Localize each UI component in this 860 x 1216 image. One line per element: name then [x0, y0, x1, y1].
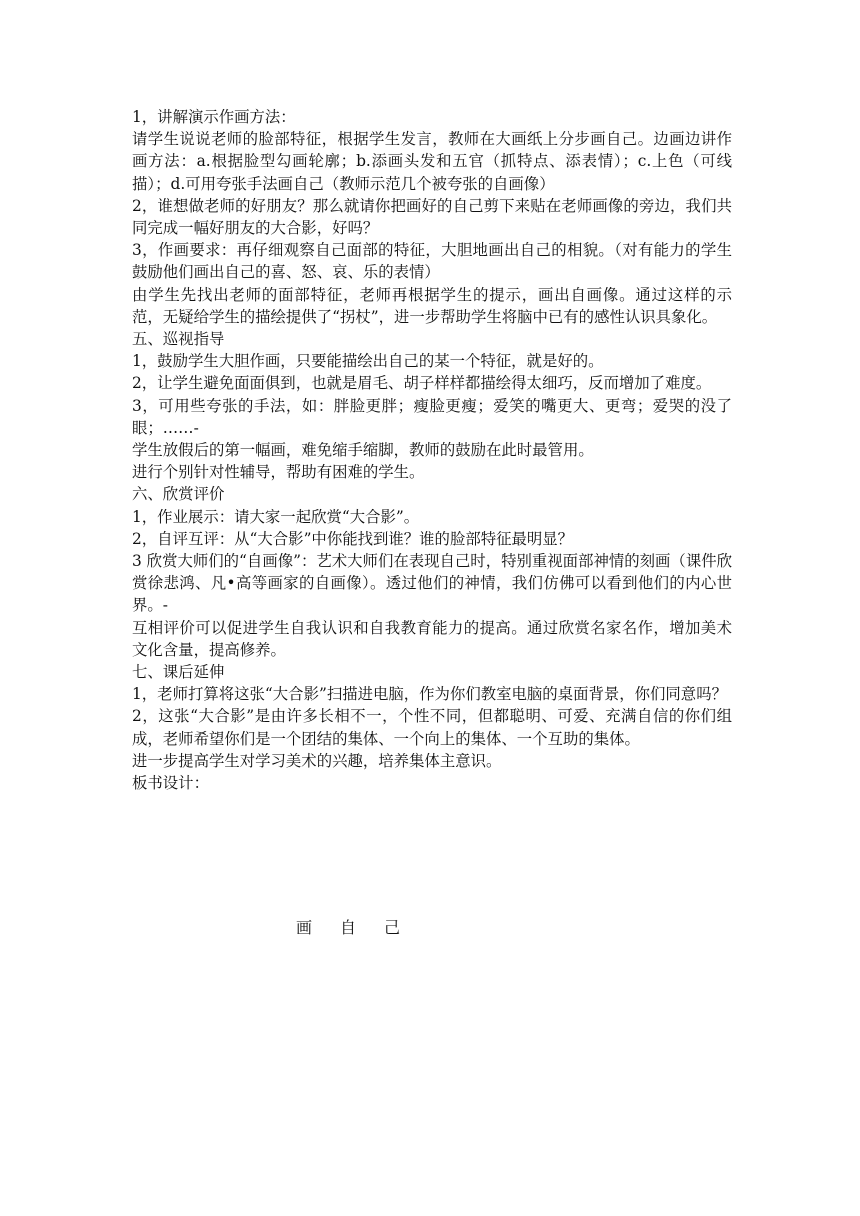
board-title-char-3: 己 — [384, 918, 401, 937]
section-heading-7: 七、课后延伸 — [132, 663, 225, 682]
paragraph-guide-note-2: 进行个别针对性辅导，帮助有困难的学生。 — [132, 463, 425, 482]
board-title-char-1: 画 — [296, 918, 313, 937]
paragraph-step3: 3，作画要求：再仔细观察自己面部的特征，大胆地画出自己的相貌。（对有能力的学生鼓励他们画出自己的喜、怒、哀、乐的表情） — [132, 241, 732, 282]
paragraph-eval-1: 1，作业展示：请大家一起欣赏“大合影”。 — [132, 507, 420, 526]
paragraph-step-note: 由学生先找出老师的面部特征，老师再根据学生的提示，画出自画像。通过这样的示范，无疑给学生的描绘提供了“拐杖”，进一步帮助学生将脑中已有的感性认识具象化。 — [132, 285, 732, 326]
paragraph-step2: 2，谁想做老师的好朋友？那么就请你把画好的自己剪下来贴在老师画像的旁边，我们共同完成一幅好朋友的大合影，好吗？ — [132, 196, 732, 238]
paragraph-guide-note-1: 学生放假后的第一幅画，难免缩手缩脚，教师的鼓励在此时最管用。 — [132, 441, 594, 460]
paragraph-eval-2: 2，自评互评：从“大合影”中你能找到谁？谁的脸部特征最明显？ — [132, 529, 574, 548]
paragraph-extend-1: 1，老师打算将这张“大合影”扫描进电脑，作为你们教室电脑的桌面背景，你们同意吗？ — [132, 685, 727, 704]
paragraph-eval-3: 3 欣赏大师们的“自画像”：艺术大师们在表现自己时，特别重视面部神情的刻画（课件欣赏徐悲鸿、凡•高等画家的自画像）。透过他们的神情，我们仿佛可以看到他们的内心世界。- — [132, 552, 732, 615]
board-title — [296, 915, 428, 938]
section-heading-5: 五、巡视指导 — [132, 330, 225, 349]
paragraph-step1-body: 请学生说说老师的脸部特征，根据学生发言，教师在大画纸上分步画自己。边画边讲作画方法：a.根据脸型勾画轮廓；b.添画头发和五官（抓特点、添表情）；c.上色（可线描）；d.可用夸张手法画自己（教师示范几个被夸张的自画像） — [132, 130, 732, 193]
paragraph-extend-2: 2，这张“大合影”是由许多长相不一，个性不同，但都聪明、可爱、充满自信的你们组成，老师希望你们是一个团结的集体、一个向上的集体、一个互助的集体。 — [132, 707, 732, 748]
board-design-label: 板书设计： — [132, 774, 209, 793]
board-title-char-2: 自 — [340, 918, 357, 937]
paragraph-guide-3: 3，可用些夸张的手法，如：胖脸更胖；瘦脸更瘦；爱笑的嘴更大、更弯；爱哭的没了眼；……- — [132, 396, 732, 437]
paragraph-step1-heading: 1，讲解演示作画方法： — [132, 108, 296, 126]
paragraph-eval-note: 互相评价可以促进学生自我认识和自我教育能力的提高。通过欣赏名家名作，增加美术文化含量，提高修养。 — [132, 618, 732, 659]
document-body — [132, 106, 732, 794]
paragraph-extend-note: 进一步提高学生对学习美术的兴趣，培养集体主意识。 — [132, 751, 502, 770]
paragraph-guide-2: 2，让学生避免面面俱到，也就是眉毛、胡子样样都描绘得太细巧，反而增加了难度。 — [132, 374, 712, 393]
section-heading-6: 六、欣赏评价 — [132, 485, 225, 504]
paragraph-guide-1: 1，鼓励学生大胆作画，只要能描绘出自己的某一个特征，就是好的。 — [132, 352, 604, 371]
